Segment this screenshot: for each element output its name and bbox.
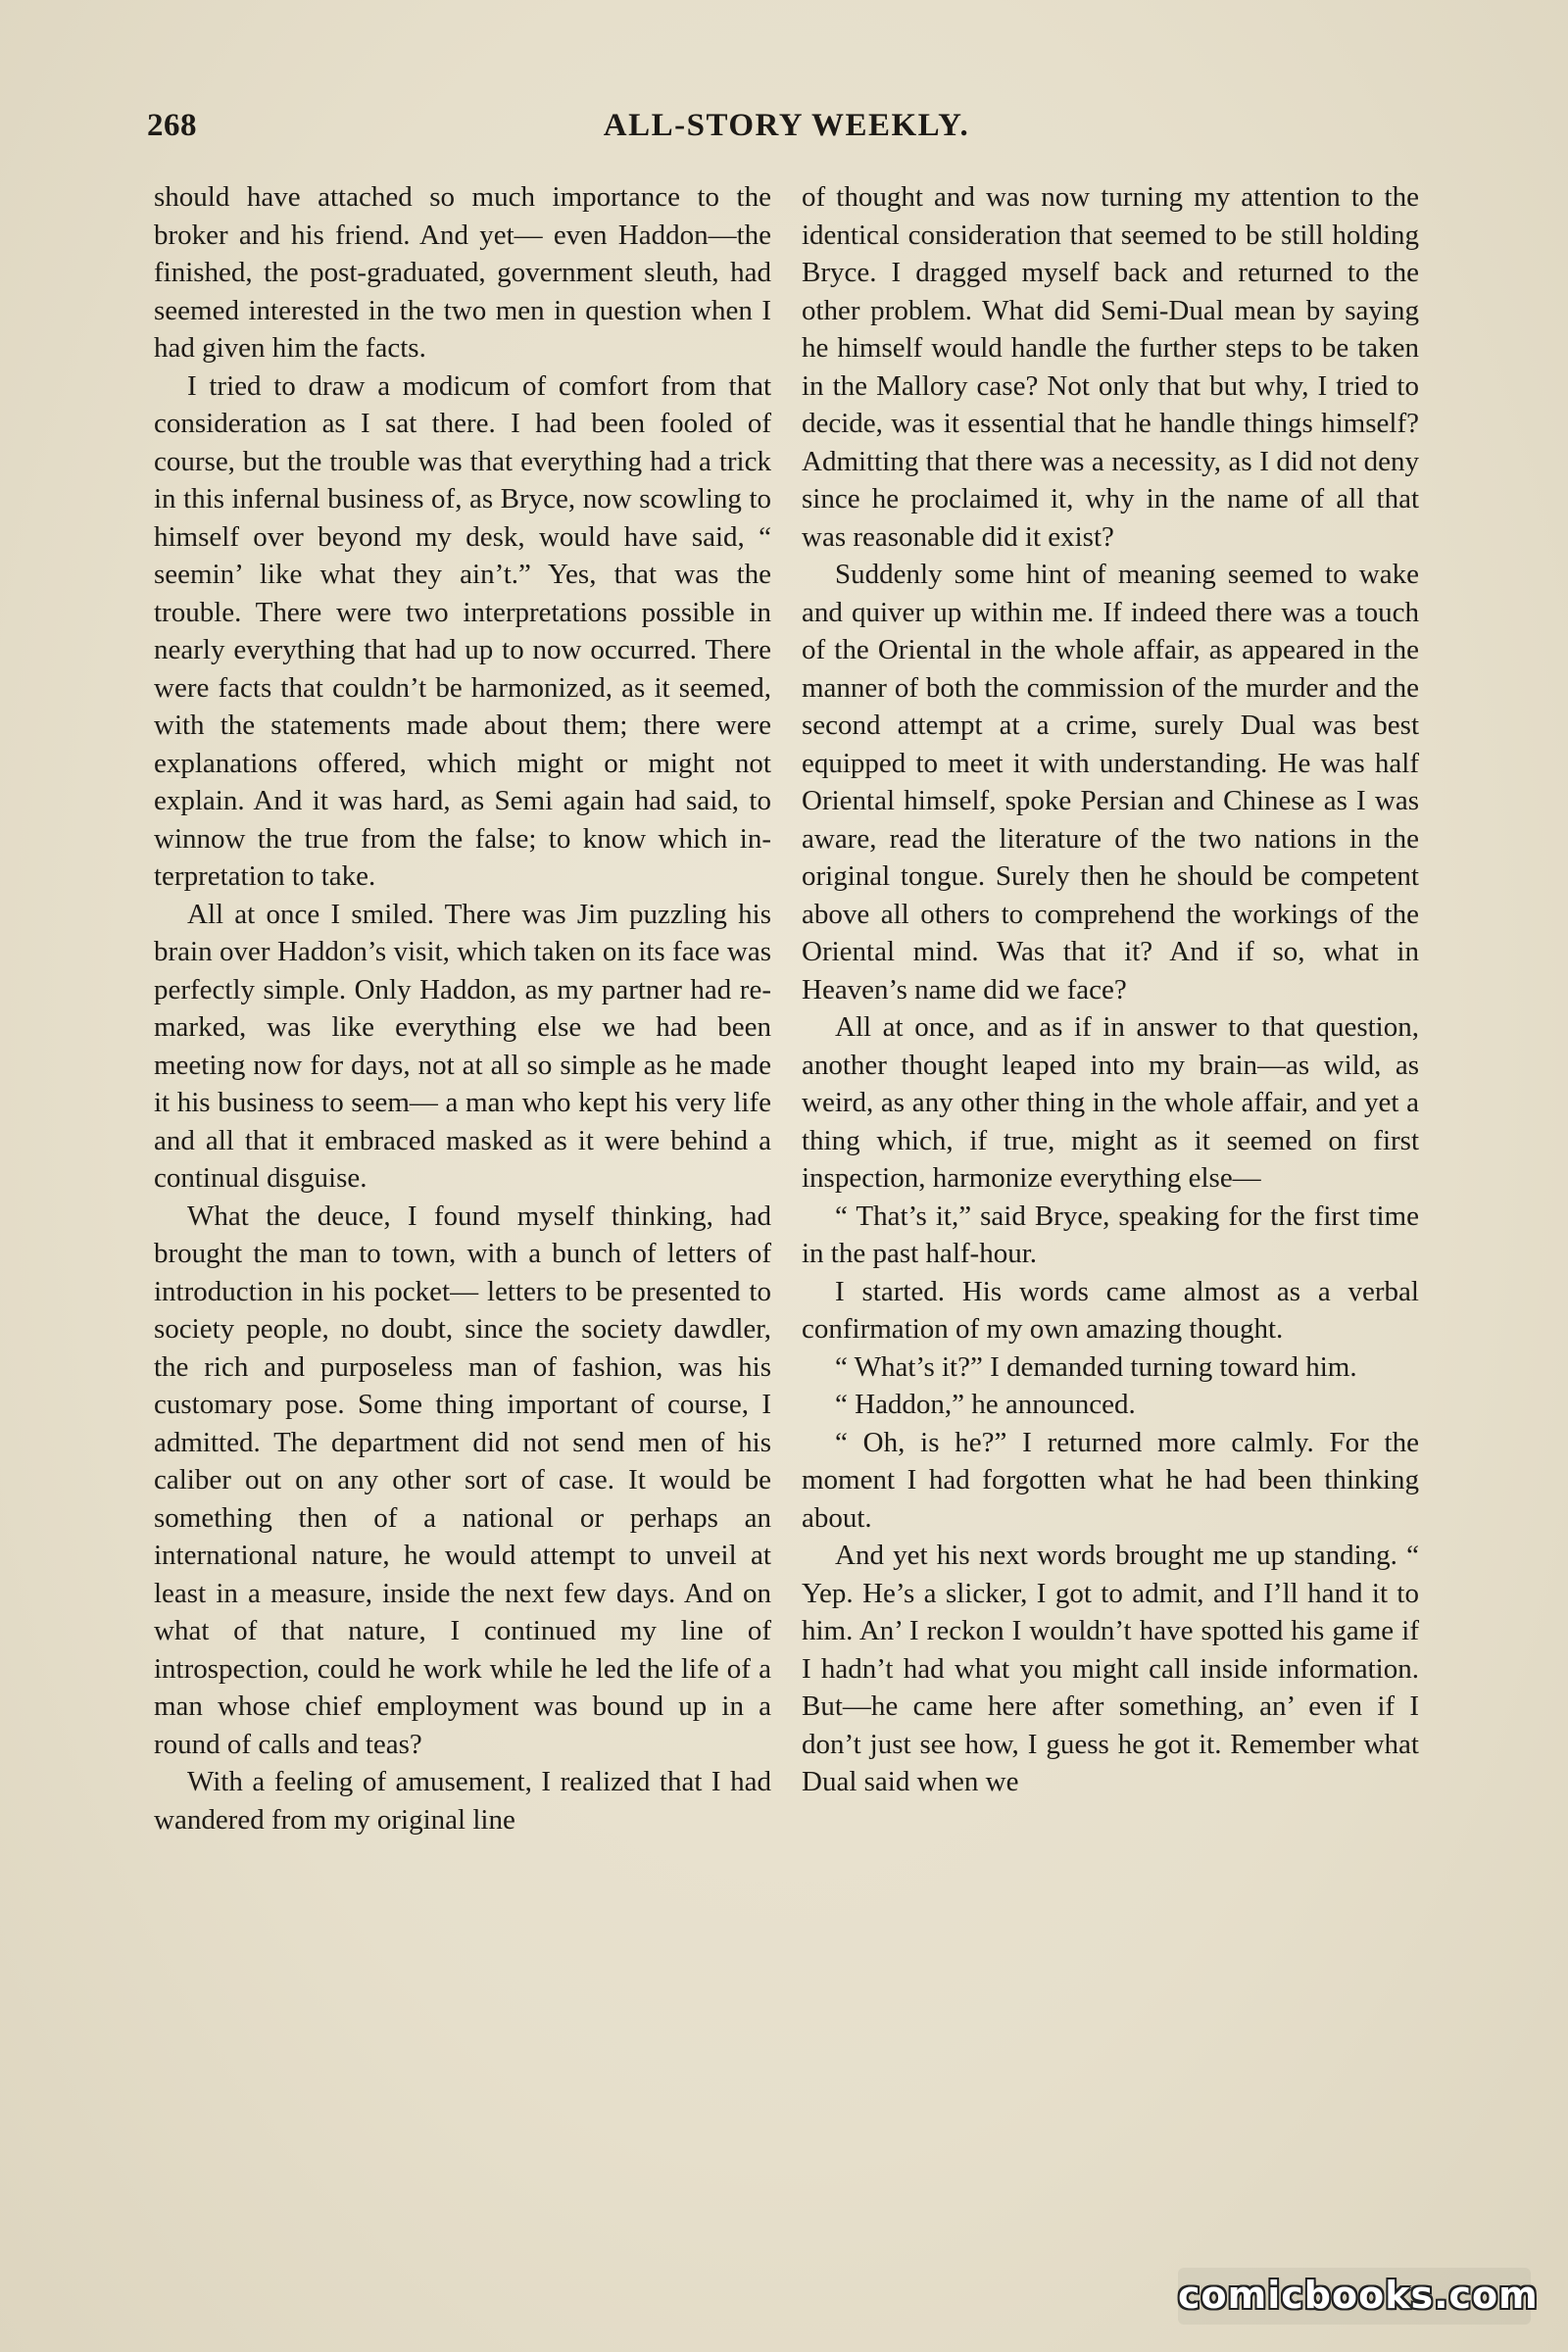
watermark-text: comicbooks.com [1178, 2274, 1539, 2317]
paragraph: Suddenly some hint of meaning seemed to wake and quiver up within me. If indeed there was a touch of the Oriental in the whole affair, as appeared in the manner of both the commission of the murder and the second attempt at a crime, surely Dual was best equipped to meet it with understanding. He was half Oriental himself, spoke Persian and Chinese as I was aware, read the literature of the two nations in the original tongue. Surely then he should be competent above all others to comprehend the workings of the Oriental mind. Was that it? And if so, what in Heaven’s name did we face? [802, 559, 1419, 1005]
paragraph: “ That’s it,” said Bryce, speaking for the first time in the past half-hour. [802, 1200, 1419, 1269]
watermark [1178, 2268, 1539, 2325]
paragraph: “ Haddon,” he announced. [835, 1389, 1136, 1420]
running-title: ALL-STORY WEEKLY. [603, 108, 970, 143]
paragraph: I tried to draw a modicum of comfort from that consideration as I sat there. I had been fooled of course, but the trouble was that everything had a trick in this infernal business of, as Bryce, now scowling to himself over beyond my desk, would have said, “ seemin’ like what they ain’t.” Yes, that was the trouble. There were two interpretations possible in nearly everything that had up to now occurred. There were facts that couldn’t be harmonized, as it seemed, with the statements made about them; there were explanations offered, which might or might not explain. And it was hard, as Semi again had said, to winnow the true from the false; to know which interpretation to take. [154, 369, 771, 892]
paragraph: With a feeling of amusement, I realized that I had wandered from my original line [154, 1766, 771, 1836]
left-column [154, 178, 771, 1838]
paragraph: And yet his next words brought me up standing. “ Yep. He’s a slicker, I got to admit, and I’ll hand it to him. An’ I reckon I wouldn’t have spotted his game if I hadn’t had what you might call inside information. But—he came here after something, an’ even if I don’t just see how, I guess he got it. Remember what Dual said when we [802, 1540, 1419, 1797]
paragraph: All at once, and as if in answer to that question, another thought leaped into my brain—as wild, as weird, as any other thing in the whole affair, and yet a thing which, if true, might as it seemed on first inspection, harmonize everything else— [802, 1011, 1419, 1194]
paragraph: of thought and was now turning my attention to the identical consideration that seemed to be still holding Bryce. I dragged myself back and returned to the other problem. What did Semi-Dual mean by saying he himself would handle the further steps to be taken in the Mallory case? Not only that but why, I tried to decide, was it essential that he handle things himself? Admitting that there was a necessity, as I did not deny since he proclaimed it, why in the name of all that was reasonable did it exist? [802, 181, 1419, 553]
right-column [802, 178, 1419, 1801]
page-header [147, 108, 1426, 161]
paragraph: “ Oh, is he?” I returned more calmly. For the moment I had forgotten what he had been thinking about. [802, 1426, 1419, 1534]
page-number: 268 [147, 108, 197, 143]
paragraph: I started. His words came almost as a verbal confirmation of my own amazing thought. [802, 1275, 1419, 1345]
paragraph: All at once I smiled. There was Jim puzzling his brain over Haddon’s visit, which taken on its face was perfectly simple. Only Haddon, as my partner had remarked, was like everything else we had been meeting now for days, not at all so simple as he made it his business to seem— a man who kept his very life and all that it embraced masked as it were behind a continual disguise. [154, 898, 771, 1194]
paragraph: should have attached so much importance to the broker and his friend. And yet— even Haddon—the finished, the post-graduated, government sleuth, had seemed interested in the two men in question when I had given him the facts. [154, 181, 771, 364]
paragraph: “ What’s it?” I demanded turning toward him. [835, 1350, 1357, 1383]
paragraph: What the deuce, I found myself thinking, had brought the man to town, with a bunch of letters of introduction in his pocket— letters to be presented to society people, no doubt, since the society dawdler, the rich and purposeless man of fashion, was his customary pose. Some thing important of course, I admitted. The department did not send men of his caliber out on any other sort of case. It would be something then of a national or perhaps an international nature, he would attempt to unveil at least in a measure, inside the next few days. And on what of that nature, I continued my line of introspection, could he work while he led the life of a man whose chief employment was bound up in a round of calls and teas? [154, 1200, 771, 1760]
